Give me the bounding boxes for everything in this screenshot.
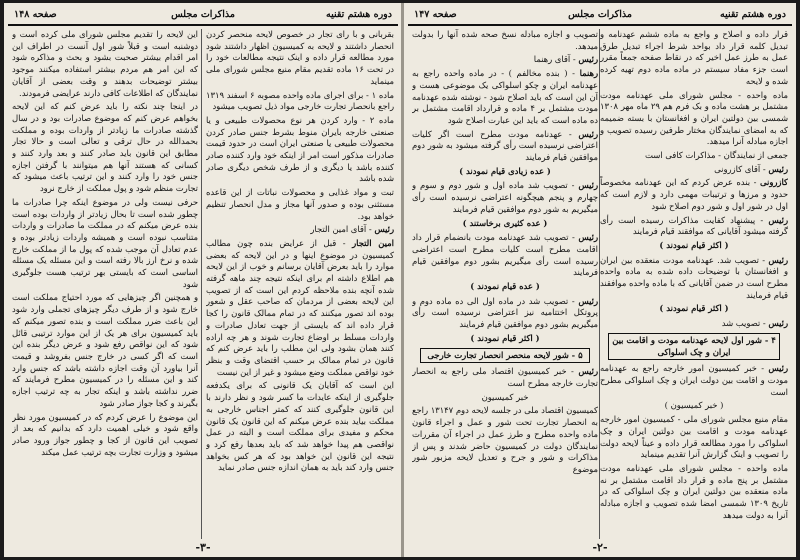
speaker-name: رئیس xyxy=(768,214,788,225)
speaker-name: کازرونی xyxy=(760,177,788,188)
paragraph: ماده ۱ - برای اجرای ماده واحده مصوبه ۶ اسفند ۱۳۱۹ راجع بانحصار تجارت خارجی مواد ذیل تصویب میشود xyxy=(206,89,394,112)
left-page-column-right xyxy=(206,29,394,539)
paragraph: رئیس - تصویب شد در ماده اول الی ده ماده دوم و پروتکل اختتامیه نیز اعتراضی نرسیده است رأی میگیریم بشور دوم موافقین قیام فرمایند xyxy=(412,295,598,330)
vote-note: ( عده زیادی قیام نمودند ) xyxy=(459,165,551,176)
left-page xyxy=(8,3,398,557)
vote-note: ( اکثر قیام نمودند ) xyxy=(659,239,729,250)
vote-note: ( عده کثیری برخاستند ) xyxy=(462,217,548,228)
left-header-title: مذاکرات مجلس xyxy=(171,9,235,20)
left-page-column-left xyxy=(12,29,198,539)
right-page-column-right xyxy=(600,29,788,539)
paragraph: رهنما - ( بنده مخالفم ) - در ماده واحده راجع به عهدنامه ایران و چکو اسلواکی یک موضوعی هست و آن این است که باید اصلاح شود - نوشته شده عهدنامه مودت مشتمل بر ۴ ماده و قرارداد اقامت مشتمل بر ده ماده است که باید این عبارت اصلاح شود xyxy=(412,68,598,125)
speaker-name: رئیس xyxy=(768,254,788,265)
section-heading: ۵ - شور لایحه منحصر انحصار تجارت خارجی xyxy=(420,348,590,364)
vote-note: ( اکثر قیام نمودند ) xyxy=(659,303,729,314)
paragraph: ماده ۲ - وارد کردن هر نوع محصولات طبیعی و یا صنعتی خارجه بایران منوط بشرط جنس صادر کردن محصولات طبیعی یا صنعتی ایران است در حدود قیمت صادرات مذکور است امر از اینکه خود وارد کننده صادر کننده باشد یا دیگری و از طرف شخص دیگری صادر شده باشد xyxy=(206,114,394,184)
paragraph: رئیس - خبر کمیسیون امور خارجه راجع به عهدنامه مودت و اقامت بین دولت ایران و چک اسلواکی مطرح است xyxy=(600,363,788,397)
paragraph: رئیس - عهدنامه مودت مطرح است اگر کلیات اعتراضی نرسیده است رأی گرفته میشود به شور دوم موافقین قیام فرمایند xyxy=(412,128,598,163)
speaker-name: رئیس xyxy=(578,295,598,306)
paragraph: این موضوع را عرض کردم که در کمیسیون مورد نظر واقع شود و خیلی اهمیت دارد که بدانیم که بعد از تصویب این قانون از کجا و چطور جواز ورود صادر میشود و وزارت تجارت بچه ترتیب عمل میکند xyxy=(12,411,198,457)
paragraph: کمیسیون اقتصاد ملی در جلسه لایحه دوم ۱۳۱۴۷ راجع به انحصار تجارت تحت شور و عمل و اجراء قانون ماده واحده مطرح و طرز عمل در اجراء آن مقررات نمایندگان دولت در کمیسیون حاضر شدند و پس از مذاکرات و شور و جرح و تعدیل لایحه مزبور شور موضوع xyxy=(412,405,598,474)
speaker-name: رئیس xyxy=(374,224,394,235)
paragraph: ماده واحده - مجلس شورای ملی عهدنامه مودت مشتمل بر هشت ماده و بک فرم هم ۲۹ ماه مهر ۱۳۰۸ شمسی بین دولتین ایران و افغانستان با بسته ضمیمه که به امضای نمایندگان مختار طرفین رسیده تصویب و اجازه مبادله آنرا میدهد. xyxy=(600,89,788,147)
left-session-label: دوره هشتم تقنیه xyxy=(326,9,392,20)
paragraph: رئیس - آقای رهنما xyxy=(533,54,598,65)
paragraph: رئیس - تصویب شد ماده اول و شور دوم و سوم و چهارم و پنجم هیچگونه اعتراضی نرسیده است رأی میگیریم به شور دوم موافقین قیام فرمایند xyxy=(412,180,598,214)
section-heading: ۴ - شور اول لایحه عهدنامه مودت و اقامت بین ایران و چک اسلواکی xyxy=(608,333,780,360)
speaker-name: رئیس xyxy=(768,318,788,329)
paragraph: رئیس - تصویب شد. عهدنامه مودت منعقده بین ایران و افغانستان با توضیحات داده شده به ماده واحده مطرح است در ضمن آقایانی که با ماده واحده موافقند قیام فرمایند xyxy=(600,254,788,300)
left-page-number: -۳- xyxy=(195,541,211,554)
speaker-name: رئیس xyxy=(768,163,788,174)
vote-note: ( عده قیام نمودند ) xyxy=(470,281,540,292)
speaker-name: امین التجار xyxy=(352,237,394,248)
paragraph: امین التجار - قبل از عرایض بنده چون مطالب کمیسیون در موضوع اینها و در این لایحه که بعضی موارد را باید بعرض آقایان برسانم و خوب از این لایحه هم اطلاع داشته ام برای اینکه نتیجه چند ماهه گرفته شده آنچه بنده ملاحظه کردم این است که از تصویب این لایحه بعضی از مردمان که صاحب عقل و شعور بوده اند تصور میکنند که در تمام ممالک قانون را کجا قرار داده اند که بایستی از جهت تعادل صادرات و واردات مسلط بر اوضاع تجارت شوند و هر چه اراده کنند همان بشود ولی این مطلب را باید عرض کنم که قانون در تمام ممالک بر حسب اقتضای وقت و بنظر خود نواقص مملکت وضع میشود و غیر از این نیست xyxy=(206,237,394,377)
right-session-label: دوره هشتم تقنیه xyxy=(720,9,786,20)
paragraph: رئیس - تصویب شد xyxy=(721,318,788,329)
subheading: ( خبر کمیسیون ) xyxy=(664,400,724,411)
paragraph: قرار داده و اصلاح و واجع به ماده ششم عهدنامه و تبدیل کلمه قرار داد بواحد شرط اجراء تبدیل طرق عمل به طرز عمل اخیر که در نقاط صفحه جمعاً مقرر است جزء مفاد سیستم در ماده ماده دوم تهیه کرده شده و لایحه xyxy=(600,29,788,86)
left-page-header xyxy=(8,7,398,26)
paragraph: بقربانی و با رای تجار در خصوص لایحه منحصر کردن انحصار داشتند و لایحه به کمیسیون اظهار داشتند شود مورد مطالعه قرار داده و اینک نتیجه مطالعات خود را در تحت ۱۶ ماده تقدیم مقام منیع مجلس شورای ملی مینماید xyxy=(206,29,394,86)
paragraph: جمعی از نمایندگان - مذاکرات کافی است xyxy=(644,150,788,161)
right-column-divider xyxy=(599,29,600,539)
right-page-number: -۲- xyxy=(592,541,608,554)
left-column-divider xyxy=(201,29,202,539)
speaker-name: رهنما xyxy=(579,68,598,79)
speaker-name: رئیس xyxy=(578,128,598,139)
paragraph: رئیس - آقای امین التجار xyxy=(310,224,394,235)
paragraph: رئیس - پیشنهاد کفایت مذاکرات رسیده است رأی گرفته میشود آقایانی که موافقند قیام فرمایند xyxy=(600,214,788,237)
paragraph: این است که آقایان یک قانونی که برای یکدفعه جلوگیری از اینکه عایدات ما کسر شود و نظر دارند با این قانون جلوگیری کنند که کمتر اجناس خارجی به مملکت بیاید بنده عرض میکنم که این قانون یک قانون محکم و مفیدی برای مملکت است و البته در عمل نواقصی هم پیدا خواهد شد که باید بعدها رفع کرد و نتیجه این قانون این خواهد بود که هر کس بخواهد جنس وارد کند باید به همان اندازه جنس صادر نماید xyxy=(206,380,394,473)
paragraph: تصویب و اجازه مبادله نسخ صحه شده آنها را بدولت میدهد. xyxy=(412,29,598,51)
right-header-title: مذاکرات مجلس xyxy=(568,9,632,20)
speaker-name: رئیس xyxy=(768,363,788,374)
book-spine xyxy=(401,3,404,557)
vote-note: ( اکثر قیام نمودند ) xyxy=(470,332,540,343)
paragraph: در اینجا چند نکته را باید عرض کنم که این لایحه بخواهم عرض کنم که موضوع صادرات بود و در سال گذشته صادرات ما زیادتر از واردات بوده و مملکت بحمدالله در حال ترقی و تعالی است و حالا تجار مطابق این قانون باید صادر کنند و بعد وارد کنند و کسانی که هستند آنها هم میتوانند با گرفتن اجازه جنس خود را وارد کنند و این ترتیب باعث میشود که تجارت منظم شود و پول مملکت از خارج نرود xyxy=(12,101,198,194)
document-spread xyxy=(4,3,796,557)
left-page-label: صفحه ۱۴۸ xyxy=(14,9,57,20)
right-page xyxy=(408,3,792,557)
speaker-name: رئیس xyxy=(578,180,598,191)
paragraph: حرفی نیست ولی در موضوع اینکه چرا صادرات ما چطور شده است تا بحال زیادتر از واردات بوده است بنده عرض میکنم که در مملکت ما صادرات و واردات متناسب نبوده است و همیشه واردات زیادتر بوده و عدم تعادل آن موجب شده که پول ما از مملکت خارج شده و نرخ ارز بالا رفته است و این مسئله یک مسئله اساسی است که بایستی بهر ترتیب هست جلوگیری شود xyxy=(12,196,198,289)
right-page-label: صفحه ۱۴۷ xyxy=(414,9,457,20)
paragraph: ماده واحده - مجلس شورای ملی عهدنامه مودت مشتمل بر پنج ماده و قرار داد اقامت مشتمل بر نه ماده منعقده بین دولتین ایران و چک اسلواکی که در تاریخ ۱۳۰۹ شمسی امضا شده تصویب و اجازه مبادله آنرا به دولت میدهد xyxy=(600,462,788,520)
subheading: خبر کمیسیون xyxy=(481,391,529,402)
speaker-name: رئیس xyxy=(578,366,598,377)
paragraph: و همچنین اگر چیزهایی که مورد احتیاج مملکت است خارج شود و از طرف دیگر چیزهای تجملی وارد شود این باعث ضرر مملکت است و بنده تصور میکنم که باید کمیسیون برای هر یک از این موارد ترتیبی قائل شود که این نواقص رفع شود و عرض دیگر بنده این است که اگر کسی در خارج جنس بفروشد و قیمت آنرا بیاورد آن وقت اجازه داشته باشد که جنس وارد کند و این مسئله را در کمیسیون مطرح فرمایند که ضرر نداشته باشد و اینکه تجار به چه ترتیب اجازه بگیرند و کجا جواز صادر شود xyxy=(12,292,198,408)
speaker-name: رئیس xyxy=(578,54,598,65)
paragraph: مقام منیع مجلس شورای ملی - کمیسیون امور خارجه عهدنامه مودت و اقامت بین دولتین ایران و چک اسلواکی را مورد مطالعه قرار داده و عیناً لایحه دولت را تصویب و اینک گزارش آنرا تقدیم مینماید xyxy=(600,414,788,460)
paragraph: رئیس - آقای کازرونی xyxy=(714,163,788,174)
right-page-header xyxy=(408,7,792,26)
right-page-column-left xyxy=(412,29,598,539)
paragraph: رئیس - تصویب شد عهدنامه مودت بانضمام قرار داد اقامت مطرح است کلیات مطرح است اعتراضی رسیده است رأی میگیریم بشور دوم موافقین قیام فرمایند xyxy=(412,232,598,278)
paragraph: این لایحه را تقدیم مجلس شورای ملی کرده است و دوشنبه است و قبلاً شور اول آنست در اطراف این امر اقدام بیشتر صحبت بشود و بحث و مذاکره شود که این امر هم مردم بیشتر استفاده میکنند موجود بیشتر توضیحات بدهند و وقت بعضی از آقایان نمایندگان که اطلاعات کافی دارند عرایضی فرمودند. xyxy=(12,29,198,98)
paragraph: تبت و مواد غذایی و محصولات نباتات از این قاعده مستثنی بوده و صدور آنها مجاز و مدل انحصار تنظیم خواهد بود. xyxy=(206,187,394,221)
paragraph: کازرونی - بنده عرض کردم که این عهدنامه مخصوصاً حدود و مرزها و ترتیبات مهمی دارد و لازم است که اول در شور اول و شور دوم اصلاح شود xyxy=(600,177,788,211)
speaker-name: رئیس xyxy=(578,232,598,243)
paragraph: رئیس - خبر کمیسیون اقتصاد ملی راجع به انحصار تجارت خارجه مطرح است xyxy=(412,366,598,388)
